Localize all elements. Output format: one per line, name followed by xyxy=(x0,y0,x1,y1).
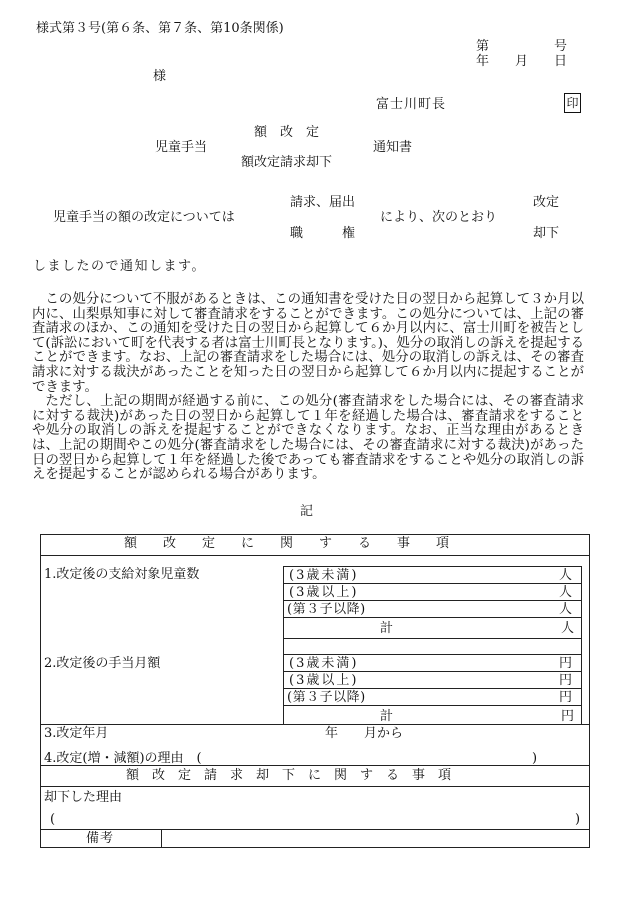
appeal-paragraph-2: ただし、上記の期間が経過する前に、この処分(審査請求をした場合には、その審査請求に対する裁決)があった日の翌日から起算して１年を経過した場合は、審査請求をすることや処分の取消しの訴えを提起することができなくなります。なお、正当な理由があるときは、上記の期間やこの処分(審査請求をした場合には、その審査請求に対する裁決)があった日の翌日から起算して１年を経過した後であっても審査請求をすることや処分の取消しの訴えを提起することが認められる場合があります。 xyxy=(32,394,584,483)
rejection-section-header: 額 改 定 請 求 却 下 に 関 す る 事 項 xyxy=(126,768,452,783)
rejection-reason-label: 却下した理由 xyxy=(44,790,123,805)
revision-month-value: 年 月から xyxy=(325,726,404,741)
table-line xyxy=(40,829,590,830)
appeal-paragraph-1: この処分について不服があるときは、この通知書を受けた日の翌日から起算して３か月以内に、山梨県知事に対して審査請求をすることができます。この処分については、上記の審査請求のほか、この通知を受けた日の翌日から起算して６か月以内に、富士川町を被告として(訴訟において町を代表する者は富士川町長となります。)、処分の取消しの訴えを提起することができます。なお、上記の審査請求をした場合には、処分の取消しの訴えは、その審査請求に対する裁決があったことを知った日の翌日から起算して６か月以内に提起することができます。 xyxy=(32,292,584,395)
child-under-3-label: (3歳未満) xyxy=(289,568,359,583)
title-option-revision: 額 改 定 xyxy=(254,125,320,140)
child-3-plus-unit: 人 xyxy=(559,585,573,600)
child-third-unit: 人 xyxy=(559,602,573,617)
amount-under-3-label: (3歳未満) xyxy=(289,656,359,671)
amount-total-unit: 円 xyxy=(561,709,575,724)
table-line xyxy=(40,724,590,725)
table-line xyxy=(283,617,581,618)
title-option-rejection: 額改定請求却下 xyxy=(241,155,333,170)
child-third-label: (第３子以降) xyxy=(287,602,366,617)
appeal-notice xyxy=(32,293,584,483)
rejection-reason-open: ( xyxy=(50,812,56,827)
child-total-label: 計 xyxy=(380,621,394,636)
amount-3-plus-unit: 円 xyxy=(559,673,573,688)
amount-total-label: 計 xyxy=(380,709,394,724)
seal-mark: 印 xyxy=(564,93,581,113)
intro-option-ex-officio: 職 権 xyxy=(290,226,356,241)
table-line xyxy=(283,566,284,724)
monthly-amount-label: 2.改定後の手当月額 xyxy=(44,656,161,671)
title-suffix: 通知書 xyxy=(373,140,413,155)
child-under-3-unit: 人 xyxy=(559,568,573,583)
rejection-reason-close: ) xyxy=(575,812,581,827)
title-prefix: 児童手当 xyxy=(155,140,208,155)
intro-closing: しましたので通知します。 xyxy=(33,259,206,274)
table-line xyxy=(40,555,590,556)
amount-under-3-unit: 円 xyxy=(559,656,573,671)
table-line xyxy=(283,688,581,689)
child-3-plus-label: (3歳以上) xyxy=(289,585,359,600)
revision-reason-label: 4.改定(増・減額)の理由 ( xyxy=(44,751,202,766)
table-line xyxy=(283,654,581,655)
table-line xyxy=(161,829,162,848)
revision-reason-close: ) xyxy=(532,751,538,766)
intro-option-reject: 却下 xyxy=(533,226,560,241)
addressee-suffix: 様 xyxy=(153,69,167,84)
table-line xyxy=(283,671,581,672)
table-line xyxy=(283,705,581,706)
issuer-name: 富士川町長 xyxy=(376,97,447,112)
intro-option-revise: 改定 xyxy=(533,195,560,210)
table-line xyxy=(283,600,581,601)
intro-lead: 児童手当の額の改定については xyxy=(53,210,235,225)
remarks-label: 備考 xyxy=(86,831,115,846)
amount-third-label: (第３子以降) xyxy=(287,690,366,705)
amount-3-plus-label: (3歳以上) xyxy=(289,673,359,688)
child-count-label: 1.改定後の支給対象児童数 xyxy=(44,567,200,582)
form-id: 様式第３号(第６条、第７条、第10条関係) xyxy=(36,21,284,36)
table-line xyxy=(283,638,581,639)
ki-heading: 記 xyxy=(300,504,314,519)
amount-third-unit: 円 xyxy=(559,690,573,705)
date-label: 年 月 日 xyxy=(476,54,568,69)
child-total-unit: 人 xyxy=(561,621,575,636)
document-number-label: 第 号 xyxy=(476,39,568,54)
table-line xyxy=(40,786,590,787)
intro-middle: により、次のとおり xyxy=(380,210,498,225)
table-line xyxy=(283,583,581,584)
intro-option-request: 請求、届出 xyxy=(290,195,356,210)
revision-section-header: 額 改 定 に 関 す る 事 項 xyxy=(124,536,450,551)
table-line xyxy=(581,566,582,724)
revision-month-label: 3.改定年月 xyxy=(44,726,109,741)
table-line xyxy=(283,566,581,567)
